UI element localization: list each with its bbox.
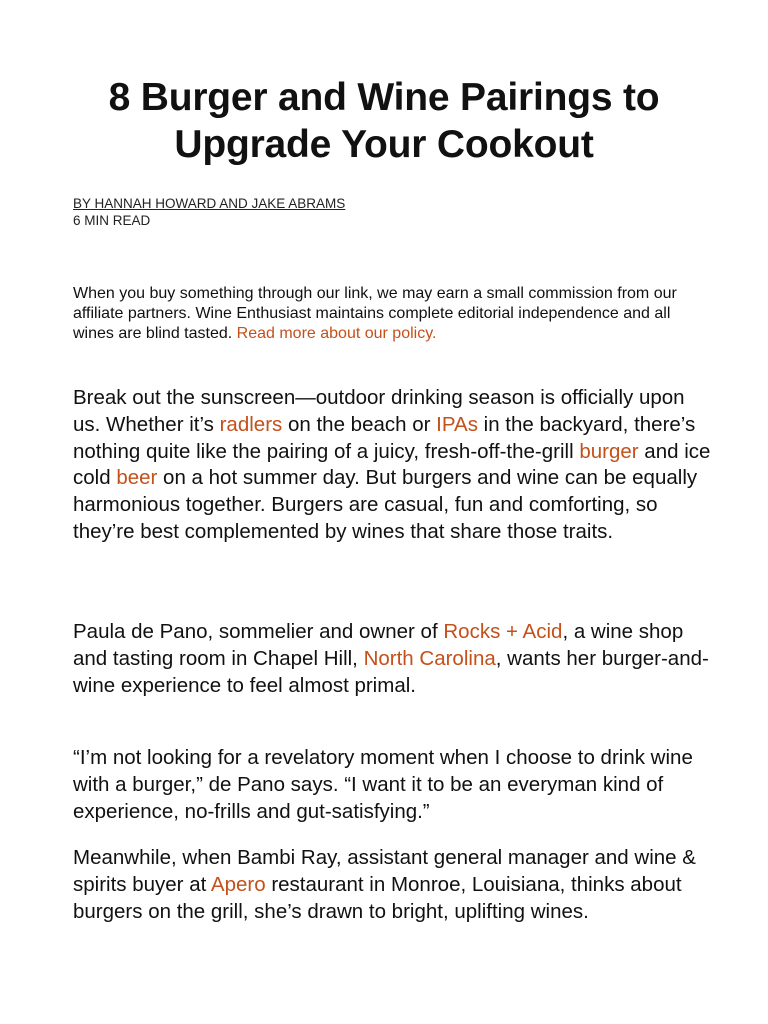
p2-text-1: Paula de Pano, sommelier and owner of <box>73 620 438 643</box>
ipas-link[interactable]: IPAs <box>436 412 478 436</box>
p4-text-1: Meanwhile, when Bambi Ray, assistant general manager and wine & spirits buyer at <box>73 846 696 896</box>
p2-text-3: , wants her burger-and-wine experience to feel almost primal. <box>73 646 709 697</box>
read-time: 6 MIN READ <box>73 213 151 228</box>
burger-link[interactable]: burger <box>579 439 639 463</box>
author-link[interactable]: BY HANNAH HOWARD AND JAKE ABRAMS <box>73 196 346 211</box>
affiliate-disclosure <box>73 284 713 344</box>
p1-text-5: on a hot summer day. But burgers and wine can be equally harmonious together. Burgers are casual, fun and comforting, so they’re best complemented by wines that share those traits. <box>73 466 698 543</box>
article-title: 8 Burger and Wine Pairings to Upgrade Your Cookout <box>108 76 660 166</box>
p1-text-1: Break out the sunscreen—outdoor drinking season is officially upon us. Whether it’s <box>73 386 685 436</box>
apero-link[interactable]: Apero <box>210 872 266 896</box>
north-carolina-link[interactable]: North Carolina <box>363 646 496 670</box>
disclosure-text: When you buy something through our link, we may earn a small commission from our affiliate partners. Wine Enthusiast maintains complete editorial independence and all wines are blind tasted. <box>73 285 677 342</box>
rocks-acid-link[interactable]: Rocks + Acid <box>443 620 563 643</box>
byline <box>73 195 345 229</box>
paragraph-intro <box>73 385 713 546</box>
paragraph-bambi-ray <box>73 845 713 925</box>
p1-text-4: and ice cold <box>73 439 711 490</box>
paragraph-quote: “I’m not looking for a revelatory moment when I choose to drink wine with a burger,” de Pano says. “I want it to be an everyman kind of experience, no-frills and gut-satisfying.” <box>73 746 693 823</box>
policy-link[interactable]: Read more about our policy. <box>236 325 437 342</box>
beer-link[interactable]: beer <box>116 466 158 490</box>
radlers-link[interactable]: radlers <box>219 412 283 436</box>
p1-text-2: on the beach or <box>287 412 431 436</box>
p2-text-2: , a wine shop and tasting room in Chapel Hill, <box>73 620 684 670</box>
paragraph-de-pano <box>73 619 713 699</box>
p4-text-2: restaurant in Monroe, Louisiana, thinks about burgers on the grill, she’s drawn to bright, uplifting wines. <box>73 872 682 923</box>
p1-text-3: in the backyard, there’s nothing quite like the pairing of a juicy, fresh-off-the-grill <box>73 412 696 463</box>
